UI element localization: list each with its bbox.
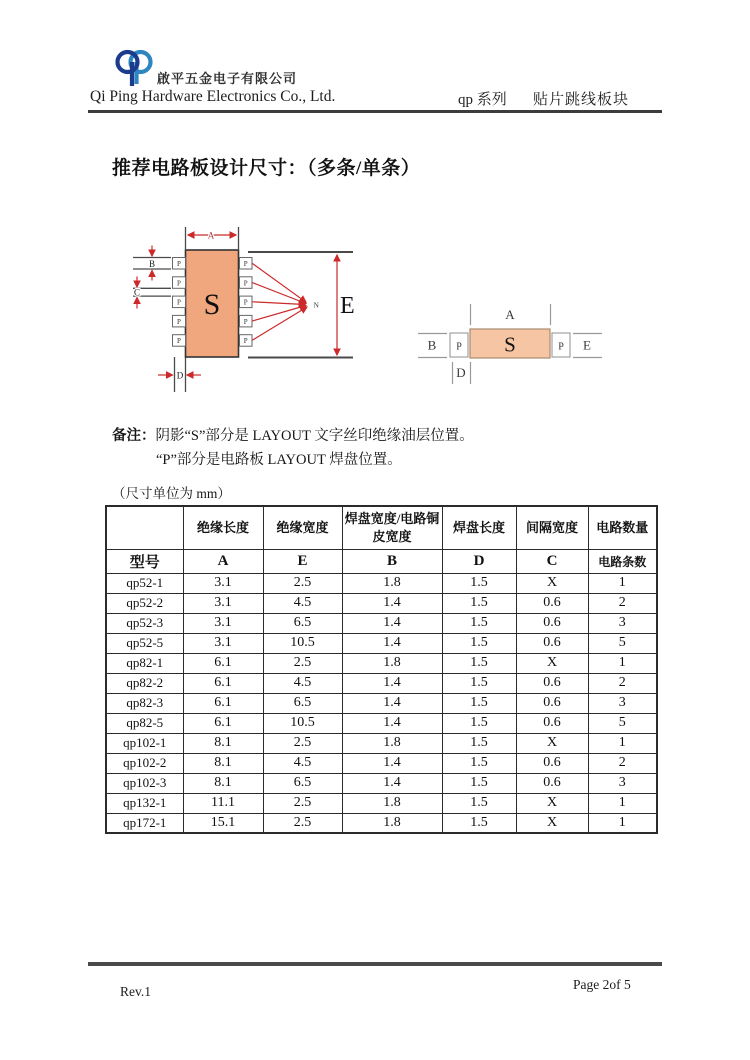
spec-value-cell: 2	[588, 673, 657, 693]
spec-value-cell: 1.8	[342, 653, 442, 673]
spec-value-cell: 2.5	[263, 813, 342, 833]
spec-value-cell: 5	[588, 713, 657, 733]
spec-value-cell: 1.5	[442, 573, 516, 593]
spec-value-cell: 6.1	[183, 653, 263, 673]
model-cell: qp52-3	[106, 613, 183, 633]
spec-value-cell: 6.1	[183, 673, 263, 693]
table-row	[106, 813, 657, 833]
spec-value-cell: 0.6	[516, 773, 588, 793]
table-row	[106, 613, 657, 633]
pad-label: P	[243, 317, 248, 326]
spec-value-cell: 1	[588, 793, 657, 813]
spec-value-cell: 0.6	[516, 613, 588, 633]
series-label: qp 系列	[458, 92, 507, 108]
table-row	[106, 653, 657, 673]
table-header-row-2	[106, 549, 657, 573]
spec-value-cell: 3	[588, 693, 657, 713]
model-cell: qp52-1	[106, 573, 183, 593]
dim-c-label: C	[133, 287, 141, 298]
spec-value-cell: 1.4	[342, 773, 442, 793]
model-cell: qp52-5	[106, 633, 183, 653]
table-row	[106, 713, 657, 733]
spec-value-cell: X	[516, 573, 588, 593]
pad-label: P	[243, 337, 248, 346]
unit-note: （尺寸单位为 mm）	[112, 486, 231, 501]
page-number-label: Page 2of 5	[573, 977, 631, 992]
spec-value-cell: X	[516, 653, 588, 673]
spec-value-cell: 1.5	[442, 753, 516, 773]
spec-value-cell: 15.1	[183, 813, 263, 833]
spec-value-cell: 4.5	[263, 593, 342, 613]
dim-d-label: D	[456, 365, 466, 380]
spec-value-cell: 0.6	[516, 593, 588, 613]
dim-a-label: A	[505, 307, 515, 322]
silkscreen-label: S	[203, 288, 221, 321]
spec-value-cell: 8.1	[183, 733, 263, 753]
header-cell: 电路条数	[588, 549, 657, 573]
model-cell: qp102-1	[106, 733, 183, 753]
net-point-label: N	[313, 300, 319, 310]
spec-value-cell: 1.5	[442, 633, 516, 653]
table-row	[106, 753, 657, 773]
table-header-row-1	[106, 506, 657, 549]
spec-value-cell: 1	[588, 573, 657, 593]
spec-value-cell: 11.1	[183, 793, 263, 813]
spec-value-cell: 6.5	[263, 773, 342, 793]
spec-value-cell: 2	[588, 593, 657, 613]
header-cell: 绝缘长度	[183, 506, 263, 549]
dim-b-label: B	[148, 259, 156, 269]
dim-e-label: E	[340, 293, 355, 319]
header-cell: 型号	[106, 549, 183, 573]
pad-label: P	[177, 317, 181, 326]
remark-text-1: 阴影“S”部分是 LAYOUT 文字丝印绝缘油层位置。	[155, 428, 474, 444]
model-cell: qp82-3	[106, 693, 183, 713]
header-rule	[88, 110, 662, 113]
spec-value-cell: 4.5	[263, 753, 342, 773]
table-row	[106, 693, 657, 713]
spec-value-cell: 1.5	[442, 773, 516, 793]
spec-value-cell: 10.5	[263, 633, 342, 653]
silkscreen-label: S	[504, 332, 516, 357]
spec-value-cell: 0.6	[516, 633, 588, 653]
header-cell: C	[516, 549, 588, 573]
spec-value-cell: 8.1	[183, 773, 263, 793]
multi-strip-diagram	[133, 227, 355, 392]
dim-d-label: D	[176, 370, 184, 381]
spec-value-cell: 1.5	[442, 733, 516, 753]
spec-value-cell: 1	[588, 813, 657, 833]
spec-value-cell: 6.1	[183, 713, 263, 733]
spec-value-cell: 1.5	[442, 693, 516, 713]
spec-value-cell: 4.5	[263, 673, 342, 693]
spec-value-cell: 3.1	[183, 633, 263, 653]
header-cell: 焊盘长度	[442, 506, 516, 549]
model-cell: qp102-2	[106, 753, 183, 773]
pad-label: P	[243, 298, 248, 307]
header-cell: 绝缘宽度	[263, 506, 342, 549]
spec-value-cell: 3	[588, 773, 657, 793]
spec-value-cell: X	[516, 793, 588, 813]
spec-value-cell: 2	[588, 753, 657, 773]
spec-value-cell: 1.5	[442, 793, 516, 813]
dim-b-label: B	[427, 337, 437, 353]
remark-line-1	[112, 424, 474, 448]
spec-value-cell: 1.4	[342, 613, 442, 633]
net-fan-lines	[252, 263, 307, 340]
pad-label: P	[456, 341, 462, 353]
company-logo-icon	[111, 46, 157, 92]
pad-label: P	[177, 260, 181, 268]
table-row	[106, 733, 657, 753]
spec-value-cell: 2.5	[263, 573, 342, 593]
spec-value-cell: 6.1	[183, 693, 263, 713]
spec-value-cell: 6.5	[263, 693, 342, 713]
dim-a-label: A	[207, 230, 215, 241]
header-cell: 电路数量	[588, 506, 657, 549]
spec-value-cell: X	[516, 733, 588, 753]
spec-value-cell: 3.1	[183, 593, 263, 613]
spec-value-cell: 1	[588, 733, 657, 753]
spec-value-cell: 1.8	[342, 573, 442, 593]
pad-label: P	[177, 298, 181, 307]
model-cell: qp82-5	[106, 713, 183, 733]
pad-label: P	[243, 279, 248, 288]
table-row	[106, 773, 657, 793]
spec-value-cell: 1.8	[342, 733, 442, 753]
spec-value-cell: 1.4	[342, 593, 442, 613]
pad-label: P	[558, 341, 564, 353]
remark-line-2	[112, 448, 474, 472]
table-row	[106, 593, 657, 613]
remark-block	[112, 424, 474, 472]
header-cell	[106, 506, 183, 549]
spec-value-cell: 2.5	[263, 653, 342, 673]
page-title: 推荐电路板设计尺寸：（多条/单条）	[112, 158, 421, 179]
header-cell: A	[183, 549, 263, 573]
footer-rule	[88, 962, 662, 966]
spec-value-cell: 1.8	[342, 793, 442, 813]
spec-value-cell: 10.5	[263, 713, 342, 733]
spec-value-cell: 1.5	[442, 653, 516, 673]
model-cell: qp172-1	[106, 813, 183, 833]
spec-table-body	[106, 573, 657, 833]
spec-value-cell: 1.4	[342, 753, 442, 773]
spec-value-cell: 1	[588, 653, 657, 673]
header-cell: 焊盘宽度/电路铜皮宽度	[342, 506, 442, 549]
table-row	[106, 793, 657, 813]
spec-value-cell: 1.5	[442, 593, 516, 613]
spec-value-cell: 1.4	[342, 713, 442, 733]
header-cell: B	[342, 549, 442, 573]
product-label: 贴片跳线板块	[533, 92, 630, 108]
spec-value-cell: 0.6	[516, 693, 588, 713]
spec-value-cell: 0.6	[516, 713, 588, 733]
spec-value-cell: 3	[588, 613, 657, 633]
spec-value-cell: 0.6	[516, 673, 588, 693]
company-name-en: Qi Ping Hardware Electronics Co., Ltd.	[90, 88, 336, 105]
pad-label: P	[177, 337, 181, 346]
revision-label: Rev.1	[120, 984, 151, 999]
model-cell: qp132-1	[106, 793, 183, 813]
pad-label: P	[243, 260, 248, 268]
table-row	[106, 633, 657, 653]
spec-value-cell: X	[516, 813, 588, 833]
spec-value-cell: 1.5	[442, 613, 516, 633]
spec-value-cell: 0.6	[516, 753, 588, 773]
spec-value-cell: 3.1	[183, 613, 263, 633]
model-cell: qp52-2	[106, 593, 183, 613]
single-strip-diagram	[418, 304, 602, 384]
spec-value-cell: 1.5	[442, 813, 516, 833]
header-cell: E	[263, 549, 342, 573]
header-cell: D	[442, 549, 516, 573]
spec-value-cell: 1.4	[342, 673, 442, 693]
spec-value-cell: 8.1	[183, 753, 263, 773]
spec-value-cell: 1.5	[442, 713, 516, 733]
spec-value-cell: 6.5	[263, 613, 342, 633]
header-cell: 间隔宽度	[516, 506, 588, 549]
spec-value-cell: 2.5	[263, 793, 342, 813]
spec-value-cell: 1.8	[342, 813, 442, 833]
remark-prefix: 备注：	[112, 428, 156, 444]
spec-value-cell: 5	[588, 633, 657, 653]
dimension-extension-lines	[133, 227, 353, 392]
dim-e-label: E	[583, 337, 591, 353]
table-row	[106, 573, 657, 593]
spec-value-cell: 2.5	[263, 733, 342, 753]
spec-table	[105, 505, 658, 834]
model-cell: qp102-3	[106, 773, 183, 793]
company-name-cn: 啟平五金电子有限公司	[157, 71, 298, 86]
spec-value-cell: 3.1	[183, 573, 263, 593]
spec-value-cell: 1.4	[342, 693, 442, 713]
spec-value-cell: 1.4	[342, 633, 442, 653]
model-cell: qp82-1	[106, 653, 183, 673]
model-cell: qp82-2	[106, 673, 183, 693]
spec-value-cell: 1.5	[442, 673, 516, 693]
table-row	[106, 673, 657, 693]
pcb-layout-diagrams	[110, 218, 650, 408]
pad-label: P	[177, 279, 181, 288]
remark-text-2: “P”部分是电路板 LAYOUT 焊盘位置。	[156, 452, 402, 468]
